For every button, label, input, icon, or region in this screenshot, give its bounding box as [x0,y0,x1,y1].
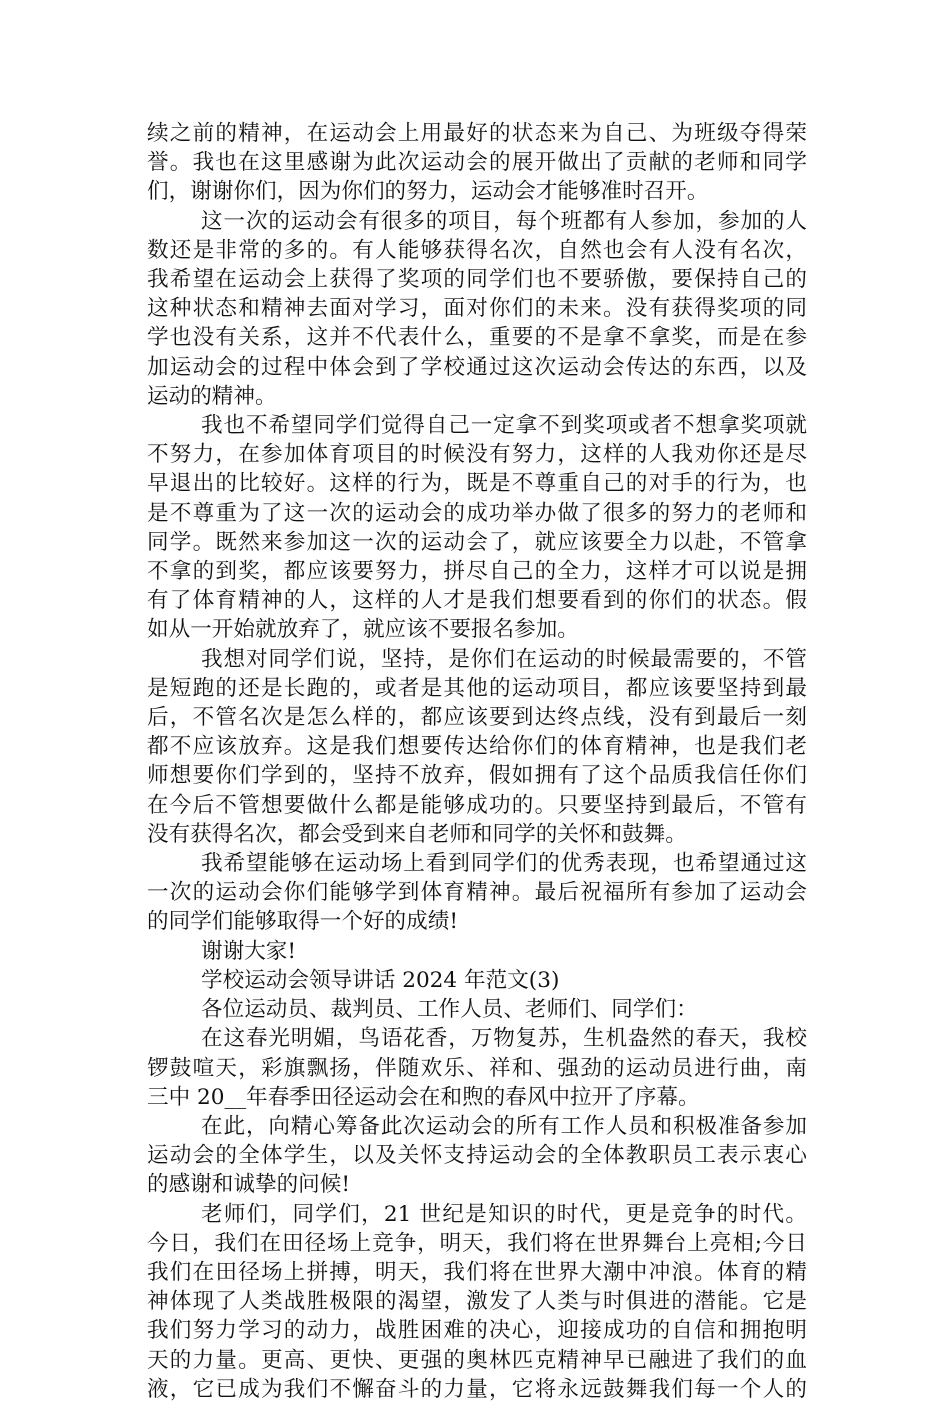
salutation [147,995,807,1024]
text-line: 我也不希望同学们觉得自己一定拿不到奖项或者不想拿奖项就 [201,413,807,439]
text-line: 运动的精神。 [147,383,277,409]
text-line: 是不尊重为了这一次的运动会的成功举办做了很多的努力的老师和 [147,500,807,526]
paragraph-5 [147,849,807,937]
paragraph-6 [147,1024,807,1112]
paragraph-thanks [147,937,807,966]
text-line: 是短跑的还是长跑的，或者是其他的运动项目，都应该要坚持到最 [147,675,807,701]
text-line: 不努力，在参加体育项目的时候没有努力，这样的人我劝你还是尽 [147,442,807,468]
text-line: 老师们，同学们，21 世纪是知识的时代，更是竞争的时代。 [201,1201,807,1227]
text-line: 加运动会的过程中体会到了学校通过这次运动会传达的东西，以及 [147,354,807,380]
text-line: 今日，我们在田径场上竞争，明天，我们将在世界舞台上亮相;今日 [147,1230,807,1256]
text-line: 学也没有关系，这并不代表什么，重要的不是拿不拿奖，而是在参 [147,325,807,351]
paragraph-4 [147,645,807,849]
text-line: 天的力量。更高、更快、更强的奥林匹克精神早已融进了我们的血 [147,1347,807,1373]
text-line: 我希望在运动会上获得了奖项的同学们也不要骄傲，要保持自己的 [147,267,807,293]
text-line: 这一次的运动会有很多的项目，每个班都有人参加，参加的人 [201,208,807,234]
text-line: 不拿的到奖，都应该要努力，拼尽自己的全力，这样才可以说是拥 [147,559,807,585]
section-heading [147,966,807,995]
text-line: 后，不管名次是怎么样的，都应该要到达终点线，没有到最后一刻 [147,705,807,731]
text-line: 在此，向精心筹备此次运动会的所有工作人员和积极准备参加 [201,1113,807,1139]
text-line: 如从一开始就放弃了，就应该不要报名参加。 [147,617,579,643]
paragraph-3 [147,411,807,645]
text-line: 我想对同学们说，坚持，是你们在运动的时候最需要的，不管 [201,646,807,672]
text-line: 同学。既然来参加这一次的运动会了，就应该要全力以赴，不管拿 [147,529,807,555]
text-line: 我们在田径场上拼搏，明天，我们将在世界大潮中冲浪。体育的精 [147,1259,807,1285]
text-line: 都不应该放弃。这是我们想要传达给你们的体育精神，也是我们老 [147,734,807,760]
text-line: 谢谢大家! [201,938,297,964]
paragraph-2 [147,207,807,411]
text-line: 我们努力学习的动力，战胜困难的决心，迎接成功的自信和拥抱明 [147,1318,807,1344]
document-page [147,119,807,1404]
text-line: 们，谢谢你们，因为你们的努力，运动会才能够准时召开。 [147,179,709,205]
text-line: 在今后不管想要做什么都是能够成功的。只要坚持到最后，不管有 [147,792,807,818]
text-line: 液，它已成为我们不懈奋斗的力量，它将永远鼓舞我们每一个人的 [147,1376,807,1402]
text-line: 师想要你们学到的，坚持不放弃，假如拥有了这个品质我信任你们 [147,763,807,789]
text-line: 誉。我也在这里感谢为此次运动会的展开做出了贡献的老师和同学 [147,150,807,176]
text-line: 的同学们能够取得一个好的成绩! [147,909,458,935]
text-line: 各位运动员、裁判员、工作人员、老师们、同学们： [201,997,698,1023]
text-line: 我希望能够在运动场上看到同学们的优秀表现，也希望通过这 [201,851,807,877]
text-line: 三中 20__年春季田径运动会在和煦的春风中拉开了序幕。 [147,1084,700,1110]
text-line: 数还是非常的多的。有人能够获得名次，自然也会有人没有名次， [147,237,807,263]
text-line: 一次的运动会你们能够学到体育精神。最后祝福所有参加了运动会 [147,880,807,906]
text-line: 神体现了人类战胜极限的渴望，激发了人类与时俱进的潜能。它是 [147,1289,807,1315]
text-line: 早退出的比较好。这样的行为，既是不尊重自己的对手的行为，也 [147,471,807,497]
paragraph-7 [147,1112,807,1200]
paragraph-1 [147,119,807,207]
text-line: 学校运动会领导讲话 2024 年范文(3) [201,967,560,993]
text-line: 运动会的全体学生，以及关怀支持运动会的全体教职员工表示衷心 [147,1143,807,1169]
text-line: 续之前的精神，在运动会上用最好的状态来为自己、为班级夺得荣 [147,121,807,146]
text-line: 有了体育精神的人，这样的人才是我们想要看到的你们的状态。假 [147,588,807,614]
paragraph-8 [147,1200,807,1404]
text-line: 锣鼓喧天，彩旗飘扬，伴随欢乐、祥和、强劲的运动员进行曲，南 [147,1055,807,1081]
text-line: 这种状态和精神去面对学习，面对你们的未来。没有获得奖项的同 [147,296,807,322]
text-line: 的感谢和诚挚的问候! [147,1172,351,1198]
text-line: 没有获得名次，都会受到来自老师和同学的关怀和鼓舞。 [147,821,687,847]
text-line: 在这春光明媚，鸟语花香，万物复苏，生机盎然的春天，我校 [201,1026,807,1052]
